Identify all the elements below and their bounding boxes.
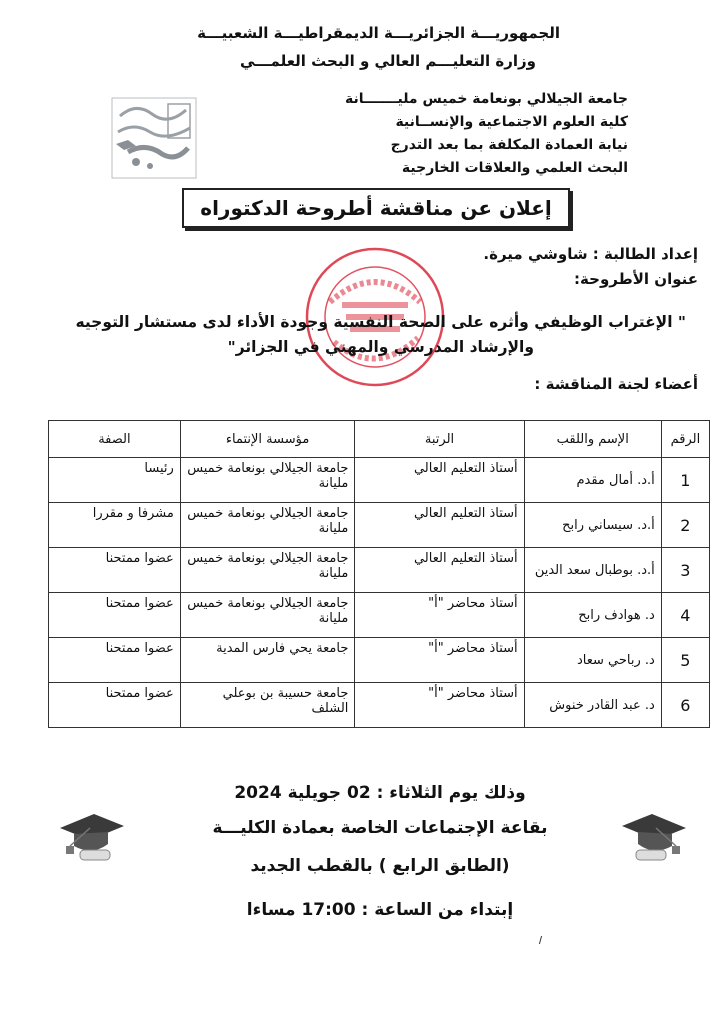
cell-name: د. عبد القادر خنوش — [524, 683, 661, 728]
cell-name: د. هوادف رابح — [524, 593, 661, 638]
research-office: البحث العلمي والعلاقات الخارجية — [401, 160, 628, 176]
time-line: إبتداء من الساعة : 17:00 مساءا — [246, 900, 514, 920]
cell-role: عضوا ممتحنا — [49, 638, 181, 683]
faculty-name: كلية العلوم الاجتماعية والإنســانية — [395, 114, 628, 130]
cell-name: أ.د. سيساني رابح — [524, 503, 661, 548]
header-number: الرقم — [661, 421, 709, 458]
cell-name: د. رباحي سعاد — [524, 638, 661, 683]
floor-line: (الطابق الرابع ) بالقطب الجديد — [250, 856, 510, 876]
cell-number: 5 — [661, 638, 709, 683]
cell-rank: أستاذ محاضر "أ" — [355, 638, 524, 683]
cell-role: رئيسا — [49, 458, 181, 503]
table-row — [49, 593, 710, 638]
cell-rank: أستاذ التعليم العالي — [355, 458, 524, 503]
cell-institution: جامعة الجيلالي بونعامة خميس مليانة — [180, 548, 355, 593]
header-name: الإسم واللقب — [524, 421, 661, 458]
committee-table — [48, 420, 710, 728]
thesis-title-line-1: " الإغتراب الوظيفي وأثره على الصحة النفسية وجودة الأداء لدى مستشار التوجيه — [75, 313, 686, 331]
vice-dean-office: نيابة العمادة المكلفة بما بعد التدرج — [390, 137, 628, 153]
cell-name: أ.د. بوطبال سعد الدين — [524, 548, 661, 593]
header-institution: مؤسسة الإنتماء — [180, 421, 355, 458]
cell-rank: أستاذ التعليم العالي — [355, 503, 524, 548]
university-logo — [106, 96, 202, 180]
cell-institution: جامعة الجيلالي بونعامة خميس مليانة — [180, 458, 355, 503]
cell-rank: أستاذ محاضر "أ" — [355, 593, 524, 638]
cell-number: 3 — [661, 548, 709, 593]
cell-number: 4 — [661, 593, 709, 638]
republic-header: الجمهوريـــة الجزائريـــة الديمقراطيـــة الشعبيـــة — [197, 24, 560, 42]
cell-institution: جامعة الجيلالي بونعامة خميس مليانة — [180, 503, 355, 548]
cell-role: مشرفا و مقررا — [49, 503, 181, 548]
table-row — [49, 548, 710, 593]
date-line: وذلك يوم الثلاثاء : 02 جويلية 2024 — [234, 783, 526, 803]
student-line: إعداد الطالبة : شاوشي ميرة. — [483, 245, 698, 263]
table-header-row — [49, 421, 710, 458]
table-row — [49, 638, 710, 683]
cell-role: عضوا ممتحنا — [49, 548, 181, 593]
cell-role: عضوا ممتحنا — [49, 683, 181, 728]
table-row — [49, 458, 710, 503]
table-row — [49, 503, 710, 548]
cell-number: 6 — [661, 683, 709, 728]
hall-line: بقاعة الإجتماعات الخاصة بعمادة الكليـــة — [212, 818, 548, 838]
cell-institution: جامعة يحي فارس المدية — [180, 638, 355, 683]
announcement-title: إعلان عن مناقشة أطروحة الدكتوراه — [182, 188, 570, 228]
graduation-cap-icon — [620, 806, 690, 866]
cell-number: 1 — [661, 458, 709, 503]
committee-label: أعضاء لجنة المناقشة : — [534, 375, 698, 393]
cell-role: عضوا ممتحنا — [49, 593, 181, 638]
pen-mark — [539, 936, 546, 944]
header-role: الصفة — [49, 421, 181, 458]
cell-rank: أستاذ محاضر "أ" — [355, 683, 524, 728]
cell-name: أ.د. أمال مقدم — [524, 458, 661, 503]
thesis-title-label: عنوان الأطروحة: — [574, 270, 698, 288]
table-row — [49, 683, 710, 728]
ministry-header: وزارة التعليـــم العالي و البحث العلمـــي — [239, 52, 536, 70]
institution-block — [345, 88, 628, 180]
cell-number: 2 — [661, 503, 709, 548]
graduation-cap-icon — [56, 806, 126, 866]
cell-rank: أستاذ التعليم العالي — [355, 548, 524, 593]
university-name: جامعة الجيلالي بونعامة خميس مليـــــــانة — [344, 91, 628, 107]
header-rank: الرتبة — [355, 421, 524, 458]
thesis-title-line-2: والإرشاد المدرسي والمهني في الجزائر" — [227, 338, 534, 356]
cell-institution: جامعة حسيبة بن بوعلي الشلف — [180, 683, 355, 728]
cell-institution: جامعة الجيلالي بونعامة خميس مليانة — [180, 593, 355, 638]
